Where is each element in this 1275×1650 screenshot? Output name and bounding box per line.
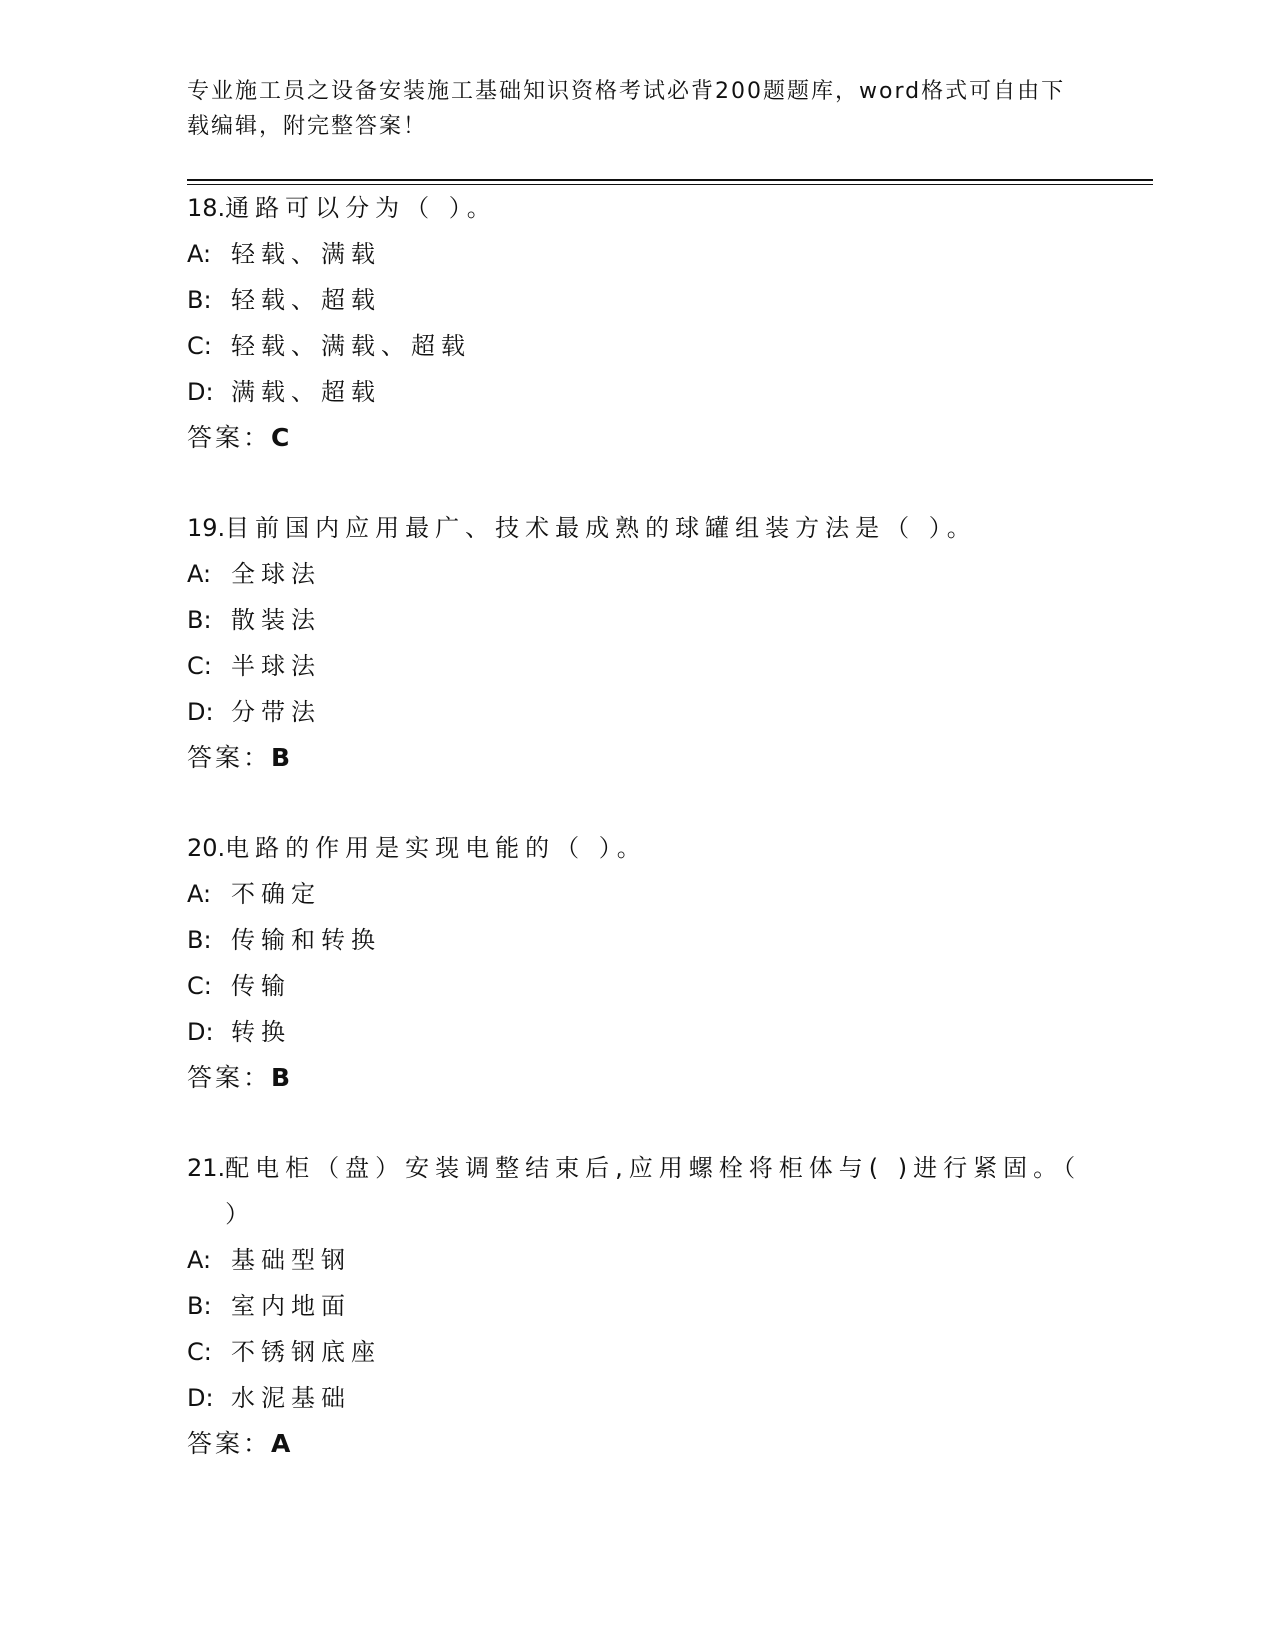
- option-text: 全球法: [231, 560, 321, 588]
- option-b: [187, 917, 1087, 963]
- answer-line: [187, 415, 1087, 461]
- answer-line: [187, 735, 1087, 781]
- option-key: A:: [187, 240, 212, 268]
- header-rule-thick: [187, 179, 1153, 181]
- option-c: [187, 323, 1087, 369]
- option-c: [187, 643, 1087, 689]
- option-text: 不确定: [231, 880, 321, 908]
- answer-value: C: [271, 423, 292, 452]
- option-text: 满载、超载: [231, 378, 381, 406]
- option-key: A:: [187, 880, 212, 908]
- answer-line: [187, 1421, 1087, 1467]
- answer-value: B: [271, 743, 293, 772]
- option-key: D:: [187, 1384, 214, 1412]
- option-key: A:: [187, 1246, 212, 1274]
- option-text: 轻载、超载: [231, 286, 381, 314]
- question-18: [187, 185, 1087, 461]
- option-text: 分带法: [231, 698, 321, 726]
- option-c: [187, 963, 1087, 1009]
- question-number: 19.: [187, 514, 226, 542]
- option-a: [187, 1237, 1087, 1283]
- option-text: 不锈钢底座: [231, 1338, 381, 1366]
- option-key: D:: [187, 698, 214, 726]
- option-b: [187, 277, 1087, 323]
- option-text: 转换: [231, 1018, 291, 1046]
- option-d: [187, 1009, 1087, 1055]
- question-number: 21.: [187, 1154, 226, 1182]
- answer-label: 答案：: [187, 743, 272, 772]
- option-key: C:: [187, 1338, 212, 1366]
- question-21: [187, 1145, 1087, 1467]
- answer-label: 答案：: [187, 1063, 272, 1092]
- option-d: [187, 689, 1087, 735]
- option-text: 传输和转换: [231, 926, 381, 954]
- option-text: 半球法: [231, 652, 321, 680]
- answer-line: [187, 1055, 1087, 1101]
- option-a: [187, 871, 1087, 917]
- question-text: 配电柜（盘）安装调整结束后,应用螺栓将柜体与( )进行紧固。（ ）: [225, 1154, 1082, 1228]
- option-d: [187, 1375, 1087, 1421]
- option-text: 水泥基础: [231, 1384, 351, 1412]
- option-b: [187, 597, 1087, 643]
- answer-label: 答案：: [187, 1429, 272, 1458]
- option-key: A:: [187, 560, 212, 588]
- option-b: [187, 1283, 1087, 1329]
- question-text: 目前国内应用最广、技术最成熟的球罐组装方法是（ ）。: [225, 514, 977, 542]
- option-text: 室内地面: [231, 1292, 351, 1320]
- answer-label: 答案：: [187, 423, 272, 452]
- question-number: 18.: [187, 194, 226, 222]
- question-20: [187, 825, 1087, 1101]
- option-c: [187, 1329, 1087, 1375]
- question-stem: [187, 185, 1087, 231]
- option-key: C:: [187, 332, 212, 360]
- option-key: D:: [187, 378, 214, 406]
- question-text: 通路可以分为（ ）。: [225, 194, 497, 222]
- option-key: B:: [187, 606, 212, 634]
- option-text: 散装法: [231, 606, 321, 634]
- option-key: B:: [187, 286, 212, 314]
- question-number: 20.: [187, 834, 226, 862]
- option-key: C:: [187, 652, 212, 680]
- option-d: [187, 369, 1087, 415]
- option-key: B:: [187, 926, 212, 954]
- option-text: 传输: [231, 972, 291, 1000]
- document-header: 专业施工员之设备安装施工基础知识资格考试必背200题题库，word格式可自由下载编辑，附完整答案！: [187, 79, 1066, 139]
- question-19: [187, 505, 1087, 781]
- option-key: B:: [187, 1292, 212, 1320]
- option-a: [187, 231, 1087, 277]
- question-text: 电路的作用是实现电能的（ ）。: [225, 834, 647, 862]
- option-text: 轻载、满载: [231, 240, 381, 268]
- option-text: 基础型钢: [231, 1246, 351, 1274]
- answer-value: B: [271, 1063, 293, 1092]
- option-key: C:: [187, 972, 212, 1000]
- option-text: 轻载、满载、超载: [231, 332, 471, 360]
- question-stem: [187, 505, 1087, 551]
- question-stem: [187, 1145, 1087, 1237]
- option-key: D:: [187, 1018, 214, 1046]
- option-a: [187, 551, 1087, 597]
- question-stem: [187, 825, 1087, 871]
- answer-value: A: [271, 1429, 293, 1458]
